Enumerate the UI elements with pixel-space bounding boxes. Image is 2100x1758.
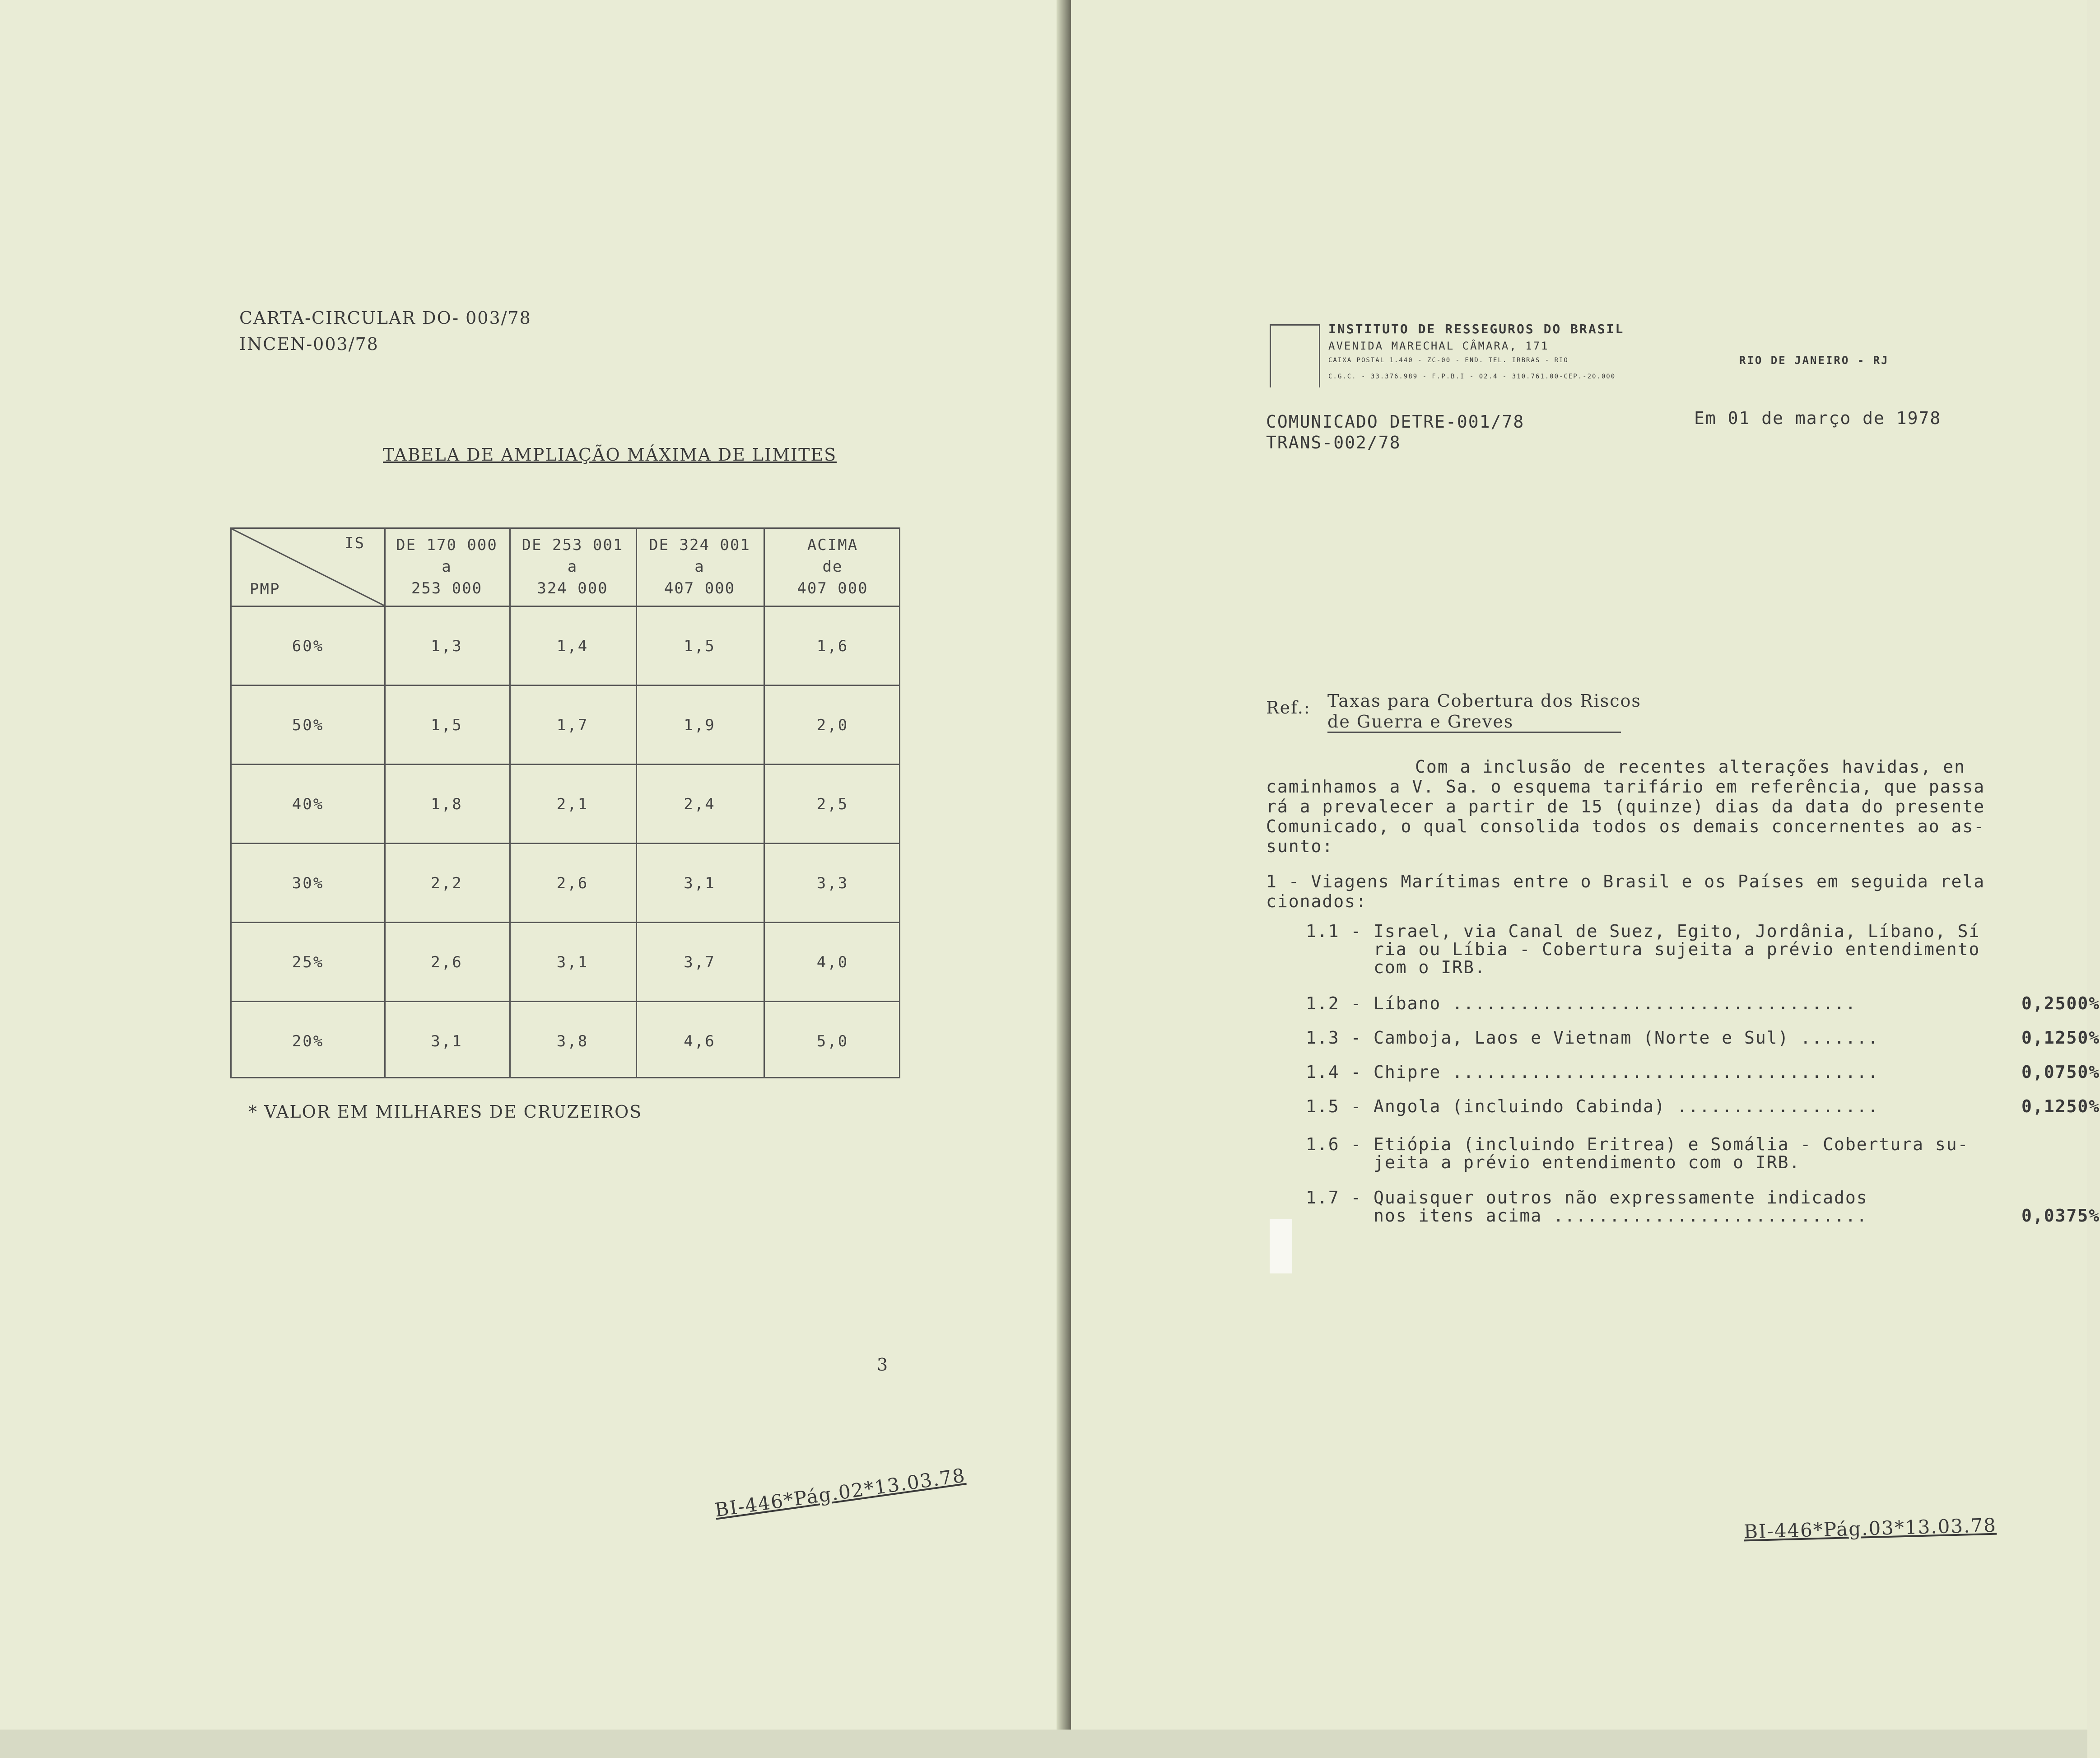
rate-item-value: 0,0375% — [2021, 1206, 2100, 1226]
table-row-pmp: 20% — [292, 1032, 324, 1050]
intro-line: rá a prevalecer a partir de 15 (quinze) dias da data do presente — [1266, 797, 1985, 816]
page-number: 3 — [877, 1355, 889, 1375]
table-column-header — [764, 534, 902, 599]
table-column-header-line: ACIMA — [807, 536, 858, 554]
rate-item-number: 1.2 - — [1306, 993, 1362, 1013]
table-row-pmp: 30% — [292, 874, 324, 892]
table-cell-multiplier: 2,6 — [431, 953, 463, 971]
rate-item-text: Israel, via Canal de Suez, Egito, Jordânia, Líbano, Sí — [1374, 921, 1980, 941]
table-column-header-line: DE 170 000 — [396, 536, 498, 554]
rate-item-number: 1.3 - — [1306, 1028, 1362, 1048]
table-column-header-line: DE 253 001 — [522, 536, 624, 554]
table-row-divider — [232, 1001, 899, 1002]
intro-line: sunto: — [1266, 836, 1334, 856]
table-cell-multiplier: 1,3 — [431, 637, 463, 655]
table-column-header-line: 324 000 — [537, 579, 608, 597]
rate-item-value: 0,1250% — [2021, 1028, 2100, 1048]
table-cell-multiplier: 4,6 — [684, 1032, 716, 1050]
table-cell-multiplier: 4,0 — [816, 953, 849, 971]
table-column-header-line: a — [567, 558, 578, 576]
table-row-divider — [232, 764, 899, 765]
table-cell-multiplier: 2,1 — [556, 795, 589, 813]
right-page — [1071, 0, 2100, 1758]
table-column-header — [509, 534, 636, 599]
paper-white-patch — [1270, 1219, 1292, 1273]
letterhead-logo-edge — [1270, 324, 1271, 387]
table-cell-multiplier: 3,3 — [816, 874, 849, 892]
table-cell-multiplier: 3,7 — [684, 953, 716, 971]
intro-line: Comunicado, o qual consolida todos os demais concernentes ao as- — [1266, 816, 1985, 836]
rate-item-text: Quaisquer outros não expressamente indicados — [1374, 1188, 1868, 1208]
table-cell-multiplier: 2,6 — [556, 874, 589, 892]
intro-line: Com a inclusão de recentes alterações havidas, en — [1415, 757, 1966, 777]
rate-item-text: nos itens acima ............................ — [1374, 1206, 1868, 1226]
table-title: TABELA DE AMPLIAÇÃO MÁXIMA DE LIMITES — [383, 445, 837, 465]
table-column-header-line: 407 000 — [664, 579, 736, 597]
corner-label-pmp: PMP — [250, 580, 280, 598]
rate-item-value: 0,2500% — [2021, 993, 2100, 1013]
letterhead-cgc: C.G.C. - 33.376.989 - F.P.B.I - 02.4 - 310.761.00-CEP.-20.000 — [1328, 373, 1616, 380]
table-cell-multiplier: 2,0 — [816, 716, 849, 734]
right-page-footer: BI-446*Pág.03*13.03.78 — [1743, 1514, 1997, 1543]
rate-item-number: 1.5 - — [1306, 1096, 1362, 1116]
table-row-divider — [232, 922, 899, 923]
communique-number: COMUNICADO DETRE-001/78 — [1266, 412, 1525, 432]
rate-item-text: ria ou Líbia - Cobertura sujeita a prévio entendimento — [1374, 939, 1980, 959]
table-cell-multiplier: 1,7 — [556, 716, 589, 734]
rate-item-number: 1.4 - — [1306, 1062, 1362, 1082]
subject-line-1: Taxas para Cobertura dos Riscos — [1327, 691, 1641, 711]
table-row-pmp: 60% — [292, 637, 324, 655]
letterhead-address: AVENIDA MARECHAL CÂMARA, 171 — [1328, 340, 1549, 352]
table-cell-multiplier: 1,6 — [816, 637, 849, 655]
table-cell-multiplier: 1,8 — [431, 795, 463, 813]
subject-line-2: de Guerra e Greves — [1327, 712, 1621, 733]
limits-table — [230, 527, 900, 1078]
incen-reference: INCEN-003/78 — [239, 334, 379, 354]
rate-item-text: Etiópia (incluindo Eritrea) e Somália - Cobertura su- — [1374, 1134, 1969, 1154]
table-cell-multiplier: 1,4 — [556, 637, 589, 655]
rate-item-number: 1.7 - — [1306, 1188, 1362, 1208]
table-cell-multiplier: 3,1 — [556, 953, 589, 971]
table-row-pmp: 25% — [292, 953, 324, 971]
table-column-header — [384, 534, 509, 599]
table-column-header-line: a — [442, 558, 452, 576]
letterhead-logo-box — [1270, 324, 1320, 387]
table-column-header-line: DE 324 001 — [649, 536, 750, 554]
table-cell-multiplier: 5,0 — [816, 1032, 849, 1050]
rate-item-value: 0,0750% — [2021, 1062, 2100, 1082]
document-date: Em 01 de março de 1978 — [1694, 408, 1942, 428]
rate-item-text: com o IRB. — [1374, 957, 1486, 977]
rate-item-text: Líbano .................................... — [1374, 993, 1857, 1013]
table-column-header-line: 407 000 — [797, 579, 868, 597]
table-column-header — [636, 534, 764, 599]
table-cell-multiplier: 3,8 — [556, 1032, 589, 1050]
table-cell-multiplier: 1,9 — [684, 716, 716, 734]
table-row-divider — [232, 685, 899, 686]
left-page-footer: BI-446*Pág.02*13.03.78 — [713, 1464, 967, 1521]
table-column-header-line: 253 000 — [411, 579, 483, 597]
table-row-divider — [232, 606, 899, 607]
table-cell-multiplier: 3,1 — [431, 1032, 463, 1050]
letterhead-postal: CAIXA POSTAL 1.440 - ZC-00 - END. TEL. IRBRAS - RIO — [1328, 357, 1569, 364]
rate-item-value: 0,1250% — [2021, 1096, 2100, 1116]
rate-item-text: Camboja, Laos e Vietnam (Norte e Sul) ....... — [1374, 1028, 1879, 1048]
table-row-divider — [232, 843, 899, 844]
table-column-header-line: de — [822, 558, 843, 576]
table-cell-multiplier: 1,5 — [431, 716, 463, 734]
section-heading-line-1: 1 - Viagens Marítimas entre o Brasil e os Países em seguida rela — [1266, 872, 1985, 891]
rate-item-number: 1.6 - — [1306, 1134, 1362, 1154]
scan-bottom-edge — [0, 1730, 2087, 1758]
trans-number: TRANS-002/78 — [1266, 433, 1401, 452]
letterhead-institute: INSTITUTO DE RESSEGUROS DO BRASIL — [1328, 322, 1625, 336]
rate-item-number: 1.1 - — [1306, 921, 1362, 941]
table-row-pmp: 50% — [292, 716, 324, 734]
table-cell-multiplier: 1,5 — [684, 637, 716, 655]
corner-label-is: IS — [345, 534, 365, 552]
table-cell-multiplier: 3,1 — [684, 874, 716, 892]
circular-reference: CARTA-CIRCULAR DO- 003/78 — [239, 308, 531, 328]
table-cell-multiplier: 2,2 — [431, 874, 463, 892]
subject-label: Ref.: — [1266, 698, 1311, 718]
intro-line: caminhamos a V. Sa. o esquema tarifário em referência, que passa — [1266, 777, 1985, 797]
table-footnote: * VALOR EM MILHARES DE CRUZEIROS — [248, 1102, 643, 1122]
rate-item-text: Angola (incluindo Cabinda) .................. — [1374, 1096, 1879, 1116]
rate-item-text: Chipre ...................................... — [1374, 1062, 1879, 1082]
table-row-pmp: 40% — [292, 795, 324, 813]
table-cell-multiplier: 2,5 — [816, 795, 849, 813]
rate-item-text: jeita a prévio entendimento com o IRB. — [1374, 1152, 1801, 1172]
letterhead-city: RIO DE JANEIRO - RJ — [1739, 354, 1889, 367]
table-column-header-line: a — [694, 558, 705, 576]
section-heading-line-2: cionados: — [1266, 891, 1367, 911]
table-cell-multiplier: 2,4 — [684, 795, 716, 813]
